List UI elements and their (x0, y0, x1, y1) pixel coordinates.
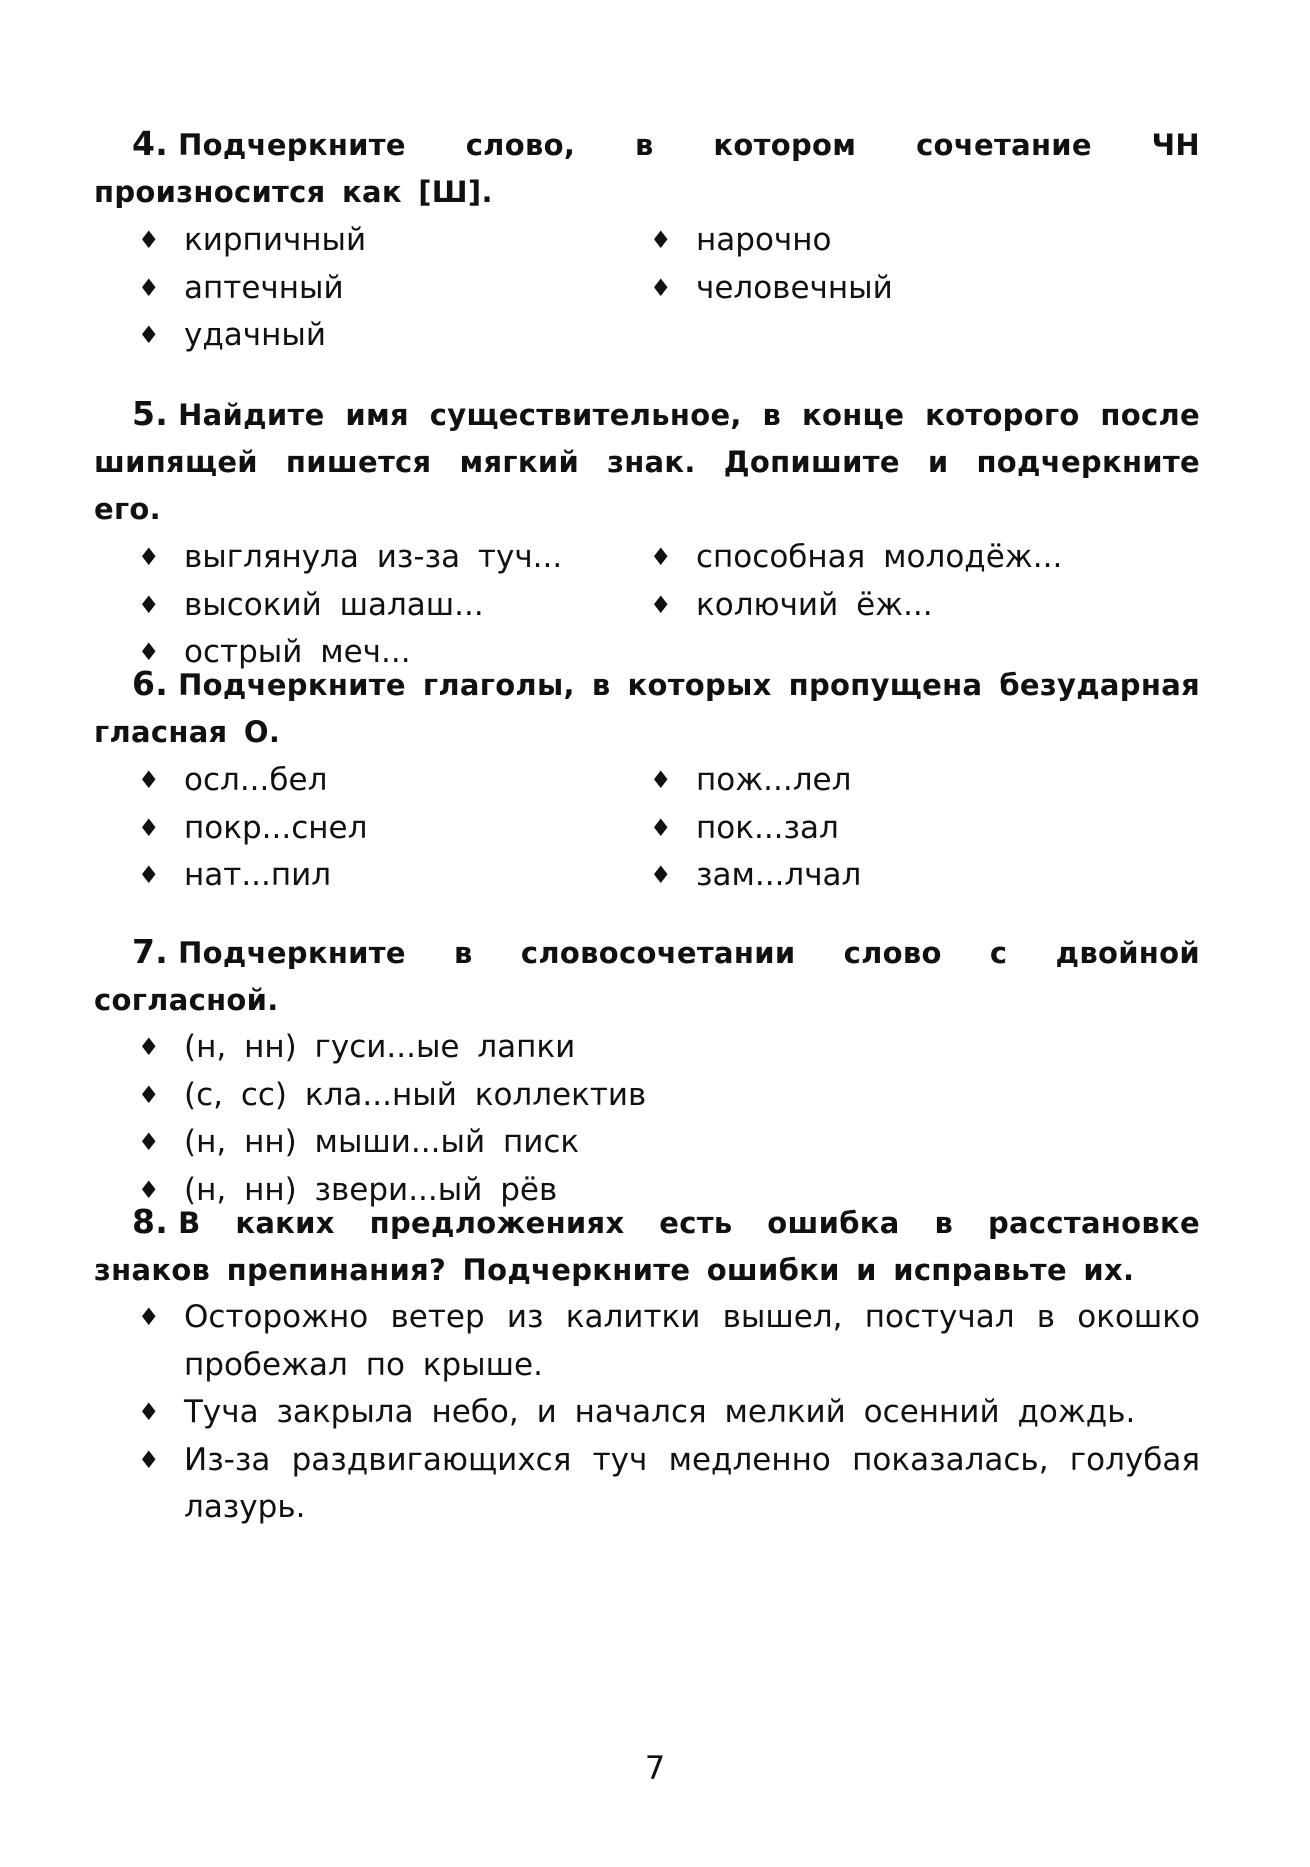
task-7-number: 7. (132, 932, 169, 971)
option-text: Из-за раздвигающихся туч медленно показалась, голубая лазурь. (184, 1441, 1200, 1525)
task-4-text: Подчеркните слово, в котором сочетание ЧН произносится как [Ш]. (94, 128, 1200, 209)
option (606, 757, 1118, 805)
diamond-bullet-icon: ♦ (138, 1303, 160, 1331)
option (94, 534, 606, 582)
page-number: 7 (644, 1749, 666, 1787)
option (606, 805, 1118, 853)
diamond-bullet-icon: ♦ (138, 1128, 160, 1156)
option-text: (н, нн) звери...ый рёв (184, 1171, 558, 1208)
option-text: нарочно (696, 222, 832, 258)
option (94, 1024, 1200, 1072)
task-6-text: Подчеркните глаголы, в которых пропущена безударная гласная О. (94, 668, 1200, 749)
option (94, 1437, 1200, 1532)
option-text: удачный (184, 317, 326, 353)
option (94, 805, 606, 853)
option-text: пож...лел (696, 762, 852, 798)
task-5-number: 5. (132, 394, 169, 433)
task-5-heading (94, 390, 1200, 533)
option-text: острый меч... (184, 634, 411, 670)
diamond-bullet-icon: ♦ (650, 543, 672, 571)
option-text: (н, нн) гуси...ые лапки (184, 1029, 576, 1065)
task-4 (94, 120, 1200, 360)
diamond-bullet-icon: ♦ (138, 543, 160, 571)
option (606, 582, 1118, 630)
task-8-text: В каких предложениях есть ошибка в расстановке знаков препинания? Подчеркните ошибки и исправьте их. (94, 1206, 1200, 1287)
diamond-bullet-icon: ♦ (650, 861, 672, 889)
task-5-text: Найдите имя существительное, в конце которого после шипящей пишется мягкий знак. Допишите и подчеркните его. (94, 398, 1200, 526)
diamond-bullet-icon: ♦ (138, 226, 160, 254)
diamond-bullet-icon: ♦ (138, 813, 160, 842)
option (94, 217, 606, 265)
option-text: аптечный (184, 269, 344, 306)
task-8-heading (94, 1198, 1200, 1294)
option (94, 312, 606, 360)
diamond-bullet-icon: ♦ (138, 1398, 160, 1426)
option-text: (н, нн) мыши...ый писк (184, 1124, 580, 1160)
diamond-bullet-icon: ♦ (138, 1175, 160, 1204)
diamond-bullet-icon: ♦ (138, 1080, 160, 1109)
diamond-bullet-icon: ♦ (650, 273, 672, 302)
option-text: кирпичный (184, 222, 367, 258)
option (94, 1072, 1200, 1120)
option (94, 1119, 1200, 1167)
option (94, 757, 606, 805)
task-8-number: 8. (132, 1202, 169, 1241)
option (94, 265, 606, 313)
task-6-options (94, 757, 1200, 900)
option-text: колючий ёж... (696, 586, 933, 623)
diamond-bullet-icon: ♦ (138, 861, 160, 889)
option (606, 217, 1118, 265)
task-8 (94, 1198, 1200, 1532)
task-7 (94, 928, 1200, 1214)
option-text: зам...лчал (696, 857, 862, 893)
diamond-bullet-icon: ♦ (138, 1445, 160, 1474)
task-6-heading (94, 660, 1200, 756)
option-text: Туча закрыла небо, и начался мелкий осенний дождь. (184, 1394, 1136, 1430)
option-text: осл...бел (184, 762, 328, 798)
task-5-options (94, 534, 1200, 677)
option (94, 852, 606, 900)
diamond-bullet-icon: ♦ (138, 273, 160, 302)
option (94, 1389, 1200, 1437)
diamond-bullet-icon: ♦ (138, 321, 160, 349)
task-4-options (94, 217, 1200, 360)
option (94, 582, 606, 630)
task-8-options (94, 1294, 1200, 1532)
diamond-bullet-icon: ♦ (650, 813, 672, 842)
diamond-bullet-icon: ♦ (138, 766, 160, 794)
task-7-heading (94, 928, 1200, 1024)
task-7-text: Подчеркните в словосочетании слово с двойной согласной. (94, 936, 1200, 1017)
option-text: высокий шалаш... (184, 586, 484, 623)
option (606, 534, 1118, 582)
option-text: человечный (696, 269, 893, 306)
option-text: (с, сс) кла...ный коллектив (184, 1076, 647, 1113)
task-7-options (94, 1024, 1200, 1214)
option (94, 1294, 1200, 1389)
option (606, 852, 1118, 900)
diamond-bullet-icon: ♦ (650, 226, 672, 254)
option-text: нат...пил (184, 857, 332, 893)
option (606, 265, 1118, 313)
task-4-number: 4. (132, 124, 169, 163)
diamond-bullet-icon: ♦ (138, 638, 160, 666)
task-6 (94, 660, 1200, 900)
option-text: покр...снел (184, 809, 368, 846)
option-text: Осторожно ветер из калитки вышел, постучал в окошко пробежал по крыше. (184, 1299, 1200, 1383)
task-4-heading (94, 120, 1200, 216)
option-text: способная молодёж... (696, 539, 1063, 575)
diamond-bullet-icon: ♦ (650, 766, 672, 794)
option-text: выглянула из-за туч... (184, 539, 563, 575)
diamond-bullet-icon: ♦ (650, 590, 672, 619)
task-6-number: 6. (132, 664, 169, 703)
diamond-bullet-icon: ♦ (138, 1033, 160, 1061)
diamond-bullet-icon: ♦ (138, 590, 160, 619)
task-5 (94, 390, 1200, 677)
option-text: пок...зал (696, 809, 839, 846)
